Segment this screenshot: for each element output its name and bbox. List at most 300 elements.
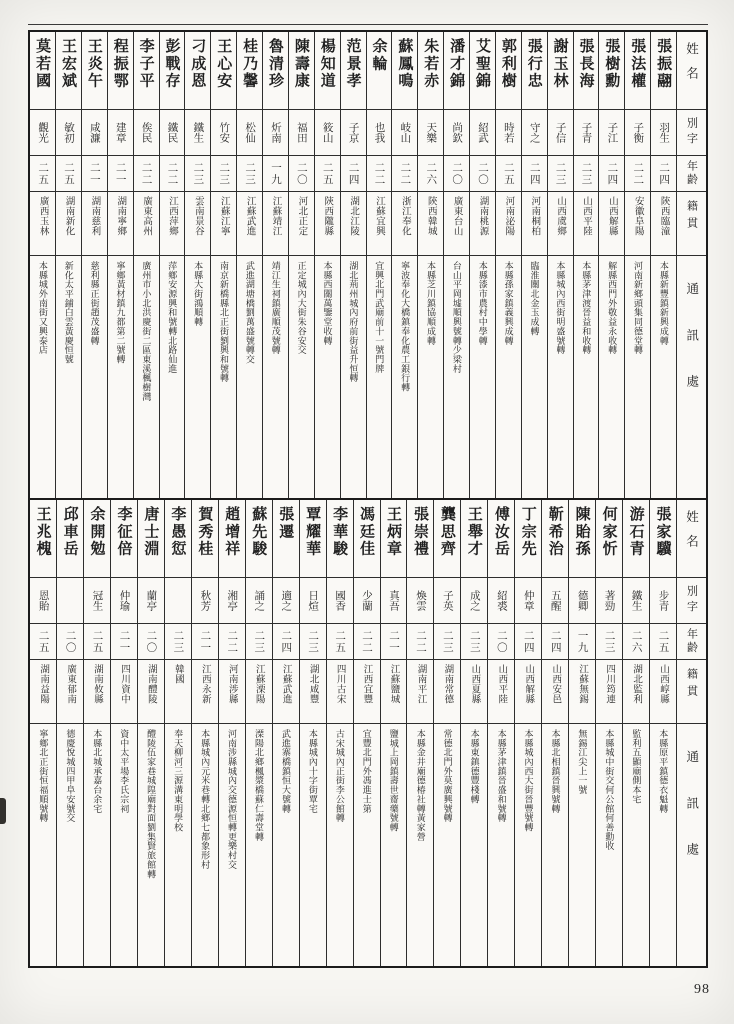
entry-zi: 紹裘 xyxy=(488,578,514,624)
register-bottom-section xyxy=(30,500,706,966)
register-entry-column xyxy=(598,32,624,498)
entry-address: 新化太平鋪白雲黃慶恒號 xyxy=(63,261,74,364)
entry-zi: 觀光 xyxy=(30,110,55,156)
entry-zi: 步青 xyxy=(650,578,676,624)
entry-name: 謝玉林 xyxy=(548,32,573,110)
entry-age: 二二 xyxy=(407,624,433,660)
entry-name: 張法權 xyxy=(625,32,650,110)
entry-name: 馮廷佳 xyxy=(354,500,380,578)
entry-origin: 江蘇無錫 xyxy=(569,660,595,724)
entry-age: 二三 xyxy=(211,156,236,192)
register-entry-column xyxy=(191,500,218,966)
register-entry-column xyxy=(624,32,650,498)
entry-origin: 江蘇鹽城 xyxy=(381,660,407,724)
entry-address: 本縣北相鎮晉興號轉 xyxy=(550,729,561,814)
entry-origin: 湖北咸豐 xyxy=(300,660,326,724)
entry-name: 桂乃馨 xyxy=(237,32,262,110)
register-entry-column xyxy=(622,500,649,966)
entry-address: 臨淮關北金玉成轉 xyxy=(529,261,540,336)
entry-origin: 湖南寧鄉 xyxy=(108,192,133,256)
register-entry-column xyxy=(107,32,133,498)
entry-age: 二三 xyxy=(237,156,262,192)
entry-zi: 也我 xyxy=(367,110,392,156)
entry-address: 台山平岡墟順興號轉少梁村 xyxy=(451,261,462,374)
entry-origin: 湖南慈利 xyxy=(82,192,107,256)
entry-name: 張家驥 xyxy=(650,500,676,578)
entry-name: 王炳章 xyxy=(381,500,407,578)
entry-zi: 國香 xyxy=(327,578,353,624)
entry-zi: 咸濂 xyxy=(82,110,107,156)
entry-name: 李子平 xyxy=(134,32,159,110)
entry-address: 本縣茅津渡晉益和收轉 xyxy=(581,261,592,355)
entry-origin: 湖南益陽 xyxy=(30,660,56,724)
entry-age: 二五 xyxy=(84,624,110,660)
entry-age: 二四 xyxy=(651,156,676,192)
entry-zi: 著勁 xyxy=(596,578,622,624)
register-entry-column xyxy=(184,32,210,498)
register-entry-column xyxy=(299,500,326,966)
entry-zi: 福田 xyxy=(289,110,314,156)
entry-name: 朱若赤 xyxy=(418,32,443,110)
header-name: 姓名 xyxy=(677,32,706,110)
entry-age: 二三 xyxy=(165,624,191,660)
entry-zi: 子英 xyxy=(434,578,460,624)
entry-name: 何家忻 xyxy=(596,500,622,578)
entry-name: 艾聖錦 xyxy=(470,32,495,110)
entry-name: 陳貽孫 xyxy=(569,500,595,578)
entry-zi: 五醒 xyxy=(542,578,568,624)
entry-age: 二〇 xyxy=(289,156,314,192)
entry-zi: 敏初 xyxy=(56,110,81,156)
entry-origin: 陝西韓城 xyxy=(418,192,443,256)
entry-zi: 松仙 xyxy=(237,110,262,156)
entry-address: 本縣茅津鎮晉盛和號轉 xyxy=(496,729,507,823)
entry-zi: 子信 xyxy=(548,110,573,156)
entry-address: 溧陽北鄉楓漿橋蘇仁壽堂轉 xyxy=(253,729,264,842)
entry-origin: 江西永新 xyxy=(192,660,218,724)
entry-age: 二三 xyxy=(185,156,210,192)
top-ruling-line xyxy=(28,24,708,25)
entry-origin: 江蘇靖江 xyxy=(263,192,288,256)
entry-address: 古宋城內正街李公館轉 xyxy=(334,729,345,823)
entry-age: 二〇 xyxy=(488,624,514,660)
register-entry-column xyxy=(649,500,676,966)
entry-name: 余開勉 xyxy=(84,500,110,578)
register-entry-column xyxy=(568,500,595,966)
entry-address: 本縣東鎮德豐棧轉 xyxy=(469,729,480,804)
register-entry-column xyxy=(272,500,299,966)
entry-address: 本縣新豐鎮新興成轉 xyxy=(658,261,669,346)
entry-age: 二四 xyxy=(522,156,547,192)
entry-origin: 廣東高州 xyxy=(134,192,159,256)
entry-origin: 湖南新化 xyxy=(56,192,81,256)
entry-age: 二四 xyxy=(341,156,366,192)
entry-address: 本縣金井廟德椿社轉黃家營 xyxy=(415,729,426,842)
entry-zi: 子衡 xyxy=(625,110,650,156)
entry-name: 張崇禮 xyxy=(407,500,433,578)
register-entry-column xyxy=(460,500,487,966)
entry-address: 本縣西關萬鑒堂收轉 xyxy=(322,261,333,346)
register-entry-column xyxy=(110,500,137,966)
entry-age: 二一 xyxy=(192,624,218,660)
entry-origin: 江蘇武進 xyxy=(237,192,262,256)
entry-age: 二〇 xyxy=(444,156,469,192)
entry-name: 潘才錦 xyxy=(444,32,469,110)
entry-address: 醴陵伍家巷城隍廟對面劉集賢旅館轉 xyxy=(146,729,157,879)
entry-origin: 湖南平江 xyxy=(407,660,433,724)
header-origin: 籍貫 xyxy=(677,660,706,724)
register-entry-column xyxy=(495,32,521,498)
entry-age: 二六 xyxy=(418,156,443,192)
entry-origin: 湖南醴陵 xyxy=(138,660,164,724)
entry-age: 二二 xyxy=(160,156,185,192)
entry-origin: 山西崞縣 xyxy=(650,660,676,724)
register-top-section xyxy=(30,32,706,500)
register-entry-column xyxy=(55,32,81,498)
entry-zi: 子青 xyxy=(574,110,599,156)
entry-address: 本縣芝川鎮協順成轉 xyxy=(425,261,436,346)
entry-address: 萍鄉安源興和號轉北路仙進 xyxy=(167,261,178,374)
header-zi: 別字 xyxy=(677,110,706,156)
entry-age: 二一 xyxy=(111,624,137,660)
entry-zi: 成之 xyxy=(461,578,487,624)
entry-name: 王心安 xyxy=(211,32,236,110)
entry-age: 一九 xyxy=(569,624,595,660)
register-entry-column xyxy=(236,32,262,498)
entry-name: 龔思齊 xyxy=(434,500,460,578)
entry-age: 二四 xyxy=(542,624,568,660)
entry-name: 蘇鳳鳴 xyxy=(392,32,417,110)
register-entry-column xyxy=(353,500,380,966)
entry-name: 王舉才 xyxy=(461,500,487,578)
entry-age: 二〇 xyxy=(138,624,164,660)
entry-name: 余輪 xyxy=(367,32,392,110)
entry-age: 二四 xyxy=(273,624,299,660)
entry-address: 奉天柳河三源溝東明學校 xyxy=(173,729,184,832)
entry-address: 慈利縣正街趙茂盛轉 xyxy=(89,261,100,346)
entry-zi xyxy=(165,578,191,624)
entry-address: 常德北門外莫廣興號轉 xyxy=(442,729,453,823)
entry-age: 一九 xyxy=(263,156,288,192)
entry-origin: 湖南桃源 xyxy=(470,192,495,256)
register-entry-column xyxy=(469,32,495,498)
entry-origin: 江蘇宜興 xyxy=(367,192,392,256)
entry-zi: 時若 xyxy=(496,110,521,156)
register-entry-column xyxy=(245,500,272,966)
entry-address: 靖江生祠鎮廣順茂號轉 xyxy=(270,261,281,355)
entry-origin: 廣東台山 xyxy=(444,192,469,256)
register-entry-column xyxy=(573,32,599,498)
register-entry-column xyxy=(133,32,159,498)
entry-address: 寧波奉化大橋鎮奉化農工銀行轉 xyxy=(400,261,411,393)
page-number: 98 xyxy=(694,982,710,997)
register-entry-column xyxy=(380,500,407,966)
entry-age: 二三 xyxy=(461,624,487,660)
entry-age: 二二 xyxy=(625,156,650,192)
entry-origin: 江西宜豐 xyxy=(354,660,380,724)
entry-age: 二五 xyxy=(30,156,55,192)
entry-zi: 子江 xyxy=(599,110,624,156)
header-name: 姓名 xyxy=(677,500,706,578)
entry-age: 二〇 xyxy=(57,624,83,660)
register-entry-column xyxy=(521,32,547,498)
register-entry-column xyxy=(547,32,573,498)
entry-age: 二一 xyxy=(108,156,133,192)
entry-origin: 廣東郁南 xyxy=(57,660,83,724)
entry-origin: 陝西隴縣 xyxy=(315,192,340,256)
entry-name: 莫若國 xyxy=(30,32,55,110)
entry-name: 李愚愆 xyxy=(165,500,191,578)
entry-age: 二三 xyxy=(574,156,599,192)
entry-address: 武進寨橋鎮恒大號轉 xyxy=(280,729,291,814)
entry-zi: 恩貽 xyxy=(30,578,56,624)
entry-origin: 湖北監利 xyxy=(623,660,649,724)
register-entry-column xyxy=(288,32,314,498)
entry-origin: 河北正定 xyxy=(289,192,314,256)
entry-origin: 湖南常德 xyxy=(434,660,460,724)
register-entry-column xyxy=(314,32,340,498)
entry-age: 二五 xyxy=(496,156,521,192)
entry-origin: 山西夏縣 xyxy=(461,660,487,724)
entry-age: 二三 xyxy=(548,156,573,192)
entry-origin: 山西平陸 xyxy=(574,192,599,256)
entry-name: 陳壽康 xyxy=(289,32,314,110)
entry-name: 張行忠 xyxy=(522,32,547,110)
entry-origin: 陝西臨潼 xyxy=(651,192,676,256)
entry-origin: 湖北江陵 xyxy=(341,192,366,256)
entry-address: 德慶悅城四甲阜安號交 xyxy=(65,729,76,823)
register-entry-column xyxy=(326,500,353,966)
binding-mark xyxy=(0,798,6,824)
header-age: 年齡 xyxy=(677,156,706,192)
register-entry-column xyxy=(340,32,366,498)
header-address: 通訊處 xyxy=(684,282,699,421)
entry-zi: 鐵生 xyxy=(185,110,210,156)
entry-address: 解縣西門外敬益永收轉 xyxy=(607,261,618,355)
entry-name: 范景孝 xyxy=(341,32,366,110)
register-entry-column xyxy=(218,500,245,966)
entry-address: 本縣城外南街又興泰店 xyxy=(37,261,48,355)
entry-zi: 仲瑜 xyxy=(111,578,137,624)
register-entry-column xyxy=(514,500,541,966)
entry-address: 南京新橋縣北正街劉興和號轉 xyxy=(218,261,229,383)
entry-zi: 筱山 xyxy=(315,110,340,156)
entry-origin: 韓國 xyxy=(165,660,191,724)
entry-age: 二三 xyxy=(596,624,622,660)
entry-origin: 河南泌陽 xyxy=(496,192,521,256)
register-entry-column xyxy=(443,32,469,498)
header-address: 通訊處 xyxy=(684,750,699,889)
entry-zi: 日煊 xyxy=(300,578,326,624)
header-age: 年齡 xyxy=(677,624,706,660)
entry-address: 寧鄉黃材鎮九都第二號轉 xyxy=(115,261,126,364)
entry-name: 刁成恩 xyxy=(185,32,210,110)
register-entry-column xyxy=(210,32,236,498)
entry-name: 覃耀華 xyxy=(300,500,326,578)
register-entry-column xyxy=(83,500,110,966)
entry-origin: 廣西玉林 xyxy=(30,192,55,256)
entry-origin: 四川古宋 xyxy=(327,660,353,724)
entry-zi: 真吾 xyxy=(381,578,407,624)
entry-name: 楊知道 xyxy=(315,32,340,110)
entry-age: 二二 xyxy=(392,156,417,192)
entry-zi: 子京 xyxy=(341,110,366,156)
register-entry-column xyxy=(406,500,433,966)
entry-origin: 安徽阜陽 xyxy=(625,192,650,256)
entry-age: 二五 xyxy=(327,624,353,660)
entry-zi: 守之 xyxy=(522,110,547,156)
entry-zi xyxy=(57,578,83,624)
entry-address: 本縣原平鎮德衣魁轉 xyxy=(658,729,669,814)
register-entry-column xyxy=(417,32,443,498)
register-entry-column xyxy=(164,500,191,966)
entry-zi: 尚欽 xyxy=(444,110,469,156)
entry-zi: 炘南 xyxy=(263,110,288,156)
entry-name: 程振鄂 xyxy=(108,32,133,110)
entry-zi: 秋芳 xyxy=(192,578,218,624)
register-entry-column xyxy=(56,500,83,966)
entry-address: 資中太平場李氏宗祠 xyxy=(119,729,130,814)
entry-age: 二六 xyxy=(623,624,649,660)
register-entry-column xyxy=(487,500,514,966)
entry-zi: 俟民 xyxy=(134,110,159,156)
entry-address: 本縣孫家鎮義興成轉 xyxy=(503,261,514,346)
entry-address: 本縣城內西大街晉豐號轉 xyxy=(523,729,534,832)
entry-age: 二一 xyxy=(381,624,407,660)
entry-name: 唐士淵 xyxy=(138,500,164,578)
entry-zi: 天樂 xyxy=(418,110,443,156)
entry-age: 二三 xyxy=(246,624,272,660)
entry-address: 宜興北門武廟前十一號門牌 xyxy=(374,261,385,374)
entry-address: 本縣城內元米巷轉北鄉七都象形村 xyxy=(200,729,211,870)
entry-age: 二二 xyxy=(354,624,380,660)
entry-address: 寧鄉北正街恒福順號轉 xyxy=(38,729,49,823)
entry-origin: 江西萍鄉 xyxy=(160,192,185,256)
entry-origin: 山西虞鄉 xyxy=(548,192,573,256)
entry-address: 武進湖塘橋劉萬盛號轉交 xyxy=(244,261,255,364)
register-entry-column xyxy=(137,500,164,966)
entry-name: 趙增祥 xyxy=(219,500,245,578)
entry-origin: 山西解縣 xyxy=(599,192,624,256)
entry-zi: 鐵生 xyxy=(623,578,649,624)
entry-origin: 湖南攸縣 xyxy=(84,660,110,724)
entry-address: 本縣北城承嘉台余宅 xyxy=(92,729,103,814)
entry-zi: 少蘭 xyxy=(354,578,380,624)
entry-name: 游石青 xyxy=(623,500,649,578)
entry-zi: 誦之 xyxy=(246,578,272,624)
entry-age: 二三 xyxy=(434,624,460,660)
entry-address: 正定城內大街朱谷安交 xyxy=(296,261,307,355)
entry-zi: 適之 xyxy=(273,578,299,624)
entry-address: 無錫江尖上一號 xyxy=(577,729,588,795)
entry-origin: 山西安邑 xyxy=(542,660,568,724)
register-entry-column xyxy=(366,32,392,498)
entry-address: 本縣城內十字街覃宅 xyxy=(307,729,318,814)
entry-origin: 河南桐柏 xyxy=(522,192,547,256)
entry-origin: 河南涉縣 xyxy=(219,660,245,724)
entry-age: 二二 xyxy=(219,624,245,660)
entry-zi: 紹武 xyxy=(470,110,495,156)
register-entry-column xyxy=(391,32,417,498)
entry-age: 二五 xyxy=(315,156,340,192)
entry-address: 宜豐北門外馮進士第 xyxy=(361,729,372,814)
entry-name: 魯清珍 xyxy=(263,32,288,110)
entry-address: 廣州市小北洪慶街二區東溪楓樹灣 xyxy=(141,261,152,402)
entry-zi: 鐵民 xyxy=(160,110,185,156)
entry-origin: 浙江奉化 xyxy=(392,192,417,256)
register-entry-column xyxy=(30,32,55,498)
entry-name: 傅汝岳 xyxy=(488,500,514,578)
entry-zi: 竹安 xyxy=(211,110,236,156)
header-zi: 別字 xyxy=(677,578,706,624)
entry-name: 彭戰存 xyxy=(160,32,185,110)
entry-origin: 江蘇江寧 xyxy=(211,192,236,256)
register-header-column xyxy=(676,500,706,966)
entry-name: 郭利樹 xyxy=(496,32,521,110)
entry-address: 鹽城上岡鎮壽世齋藥號轉 xyxy=(388,729,399,832)
entry-origin: 四川筠連 xyxy=(596,660,622,724)
register-entry-column xyxy=(650,32,676,498)
register-entry-column xyxy=(81,32,107,498)
entry-address: 河南新鄉頭集同德堂轉 xyxy=(632,261,643,355)
register-entry-column xyxy=(30,500,56,966)
entry-origin: 江蘇武進 xyxy=(273,660,299,724)
entry-age: 二二 xyxy=(134,156,159,192)
entry-age: 二五 xyxy=(30,624,56,660)
entry-origin: 山西解縣 xyxy=(515,660,541,724)
entry-address: 河南涉縣城內交德源恒轉更樂村交 xyxy=(227,729,238,870)
entry-name: 王炎午 xyxy=(82,32,107,110)
entry-address: 本縣漆市農村中學轉 xyxy=(477,261,488,346)
entry-age: 二一 xyxy=(82,156,107,192)
entry-age: 二五 xyxy=(650,624,676,660)
entry-origin: 江蘇溧陽 xyxy=(246,660,272,724)
entry-age: 二二 xyxy=(367,156,392,192)
entry-name: 張遷 xyxy=(273,500,299,578)
entry-name: 張樹勳 xyxy=(599,32,624,110)
entry-zi: 湘亭 xyxy=(219,578,245,624)
entry-age: 二〇 xyxy=(470,156,495,192)
entry-address: 監利五顯廟側本宅 xyxy=(631,729,642,804)
entry-zi: 建章 xyxy=(108,110,133,156)
register-entry-column xyxy=(541,500,568,966)
register-entry-column xyxy=(595,500,622,966)
entry-origin: 雲南景谷 xyxy=(185,192,210,256)
entry-name: 賀秀桂 xyxy=(192,500,218,578)
entry-address: 湖北荊州城內府前街益升恒轉 xyxy=(348,261,359,383)
entry-origin: 山西平陸 xyxy=(488,660,514,724)
entry-name: 張振翮 xyxy=(651,32,676,110)
entry-zi: 羽生 xyxy=(651,110,676,156)
entry-age: 二四 xyxy=(515,624,541,660)
entry-name: 邱車岳 xyxy=(57,500,83,578)
entry-name: 蘇先駿 xyxy=(246,500,272,578)
entry-origin: 四川資中 xyxy=(111,660,137,724)
entry-address: 本縣城中街交何公館何善勳收 xyxy=(604,729,615,851)
register-entry-column xyxy=(262,32,288,498)
header-origin: 籍貫 xyxy=(677,192,706,256)
entry-zi: 仲章 xyxy=(515,578,541,624)
entry-age: 二三 xyxy=(300,624,326,660)
register-entry-column xyxy=(159,32,185,498)
entry-name: 王兆槐 xyxy=(30,500,56,578)
entry-zi: 德卿 xyxy=(569,578,595,624)
entry-name: 靳希治 xyxy=(542,500,568,578)
entry-zi: 煥雲 xyxy=(407,578,433,624)
entry-address: 本縣大街鴻順轉 xyxy=(193,261,204,327)
entry-zi: 岐山 xyxy=(392,110,417,156)
entry-name: 張長海 xyxy=(574,32,599,110)
